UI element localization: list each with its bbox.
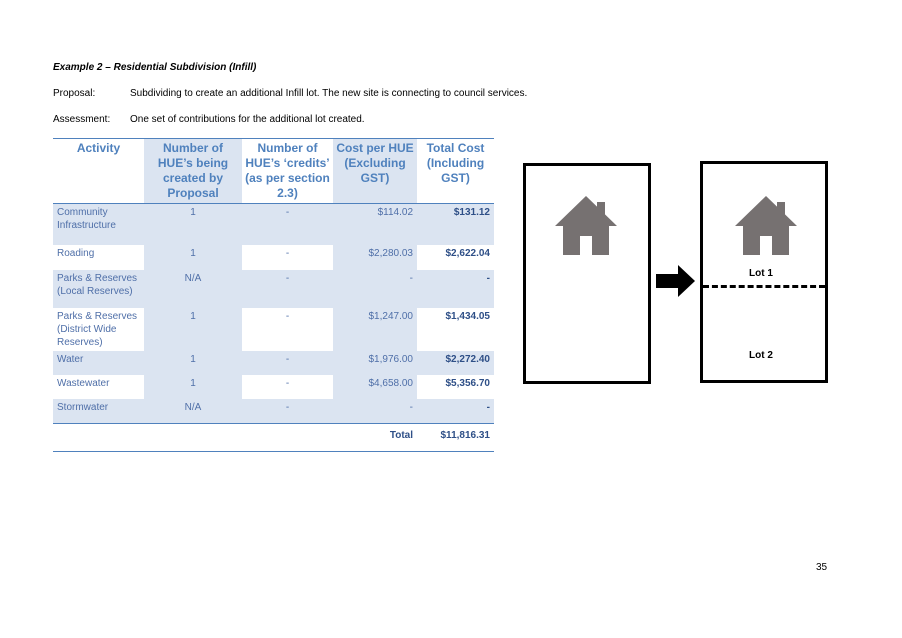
header-total: Total Cost (Including GST) — [417, 139, 494, 204]
table-row — [53, 204, 494, 246]
proposal-label: Proposal: — [53, 88, 96, 99]
cell-cost: $1,247.00 — [333, 308, 417, 351]
cell-activity: Parks & Reserves (Local Reserves) — [53, 270, 144, 308]
cell-hues: 1 — [144, 245, 242, 270]
cell-credits: - — [242, 204, 333, 246]
cell-hues: 1 — [144, 308, 242, 351]
cell-activity: Roading — [53, 245, 144, 270]
cell-credits: - — [242, 270, 333, 308]
cell-credits: - — [242, 308, 333, 351]
contributions-table — [53, 138, 494, 452]
table-row — [53, 375, 494, 399]
header-activity: Activity — [53, 139, 144, 204]
assessment-label: Assessment: — [53, 114, 111, 125]
cell-activity: Community Infrastructure — [53, 204, 144, 246]
cell-activity: Stormwater — [53, 399, 144, 424]
cell-credits: - — [242, 351, 333, 375]
header-hues: Number of HUE’s being created by Proposal — [144, 139, 242, 204]
total-value: $11,816.31 — [417, 424, 494, 452]
cell-cost: - — [333, 399, 417, 424]
cell-activity: Wastewater — [53, 375, 144, 399]
cell-cost: $114.02 — [333, 204, 417, 246]
arrow-right-icon — [656, 264, 696, 298]
cell-total: - — [417, 270, 494, 308]
cell-total: $1,434.05 — [417, 308, 494, 351]
assessment-text: One set of contributions for the additional lot created. — [130, 114, 365, 125]
cell-hues: N/A — [144, 399, 242, 424]
cell-total: $2,622.04 — [417, 245, 494, 270]
header-credits: Number of HUE’s ‘credits’ (as per section 2.3) — [242, 139, 333, 204]
cell-hues: 1 — [144, 375, 242, 399]
cell-cost: $4,658.00 — [333, 375, 417, 399]
total-label: Total — [333, 424, 417, 452]
house-icon — [553, 194, 619, 256]
cell-total: $131.12 — [417, 204, 494, 246]
cell-activity: Parks & Reserves (District Wide Reserves) — [53, 308, 144, 351]
table-row — [53, 308, 494, 351]
table-row — [53, 399, 494, 424]
cell-cost: - — [333, 270, 417, 308]
house-icon — [733, 194, 799, 256]
cell-hues: 1 — [144, 351, 242, 375]
cell-total: - — [417, 399, 494, 424]
lot2-label: Lot 2 — [749, 350, 773, 361]
table-row — [53, 270, 494, 308]
lot-divider — [703, 285, 825, 288]
cell-cost: $2,280.03 — [333, 245, 417, 270]
table-row — [53, 351, 494, 375]
cell-credits: - — [242, 399, 333, 424]
header-cost: Cost per HUE (Excluding GST) — [333, 139, 417, 204]
cell-total: $5,356.70 — [417, 375, 494, 399]
table-row — [53, 245, 494, 270]
cell-hues: N/A — [144, 270, 242, 308]
cell-cost: $1,976.00 — [333, 351, 417, 375]
total-row — [53, 424, 494, 452]
proposal-text: Subdividing to create an additional Infill lot. The new site is connecting to council services. — [130, 88, 528, 99]
example-heading: Example 2 – Residential Subdivision (Infill) — [53, 62, 257, 73]
cell-activity: Water — [53, 351, 144, 375]
cell-hues: 1 — [144, 204, 242, 246]
table-header-row — [53, 139, 494, 204]
lot1-label: Lot 1 — [749, 268, 773, 279]
cell-credits: - — [242, 375, 333, 399]
cell-total: $2,272.40 — [417, 351, 494, 375]
cell-credits: - — [242, 245, 333, 270]
page-number: 35 — [816, 562, 828, 573]
